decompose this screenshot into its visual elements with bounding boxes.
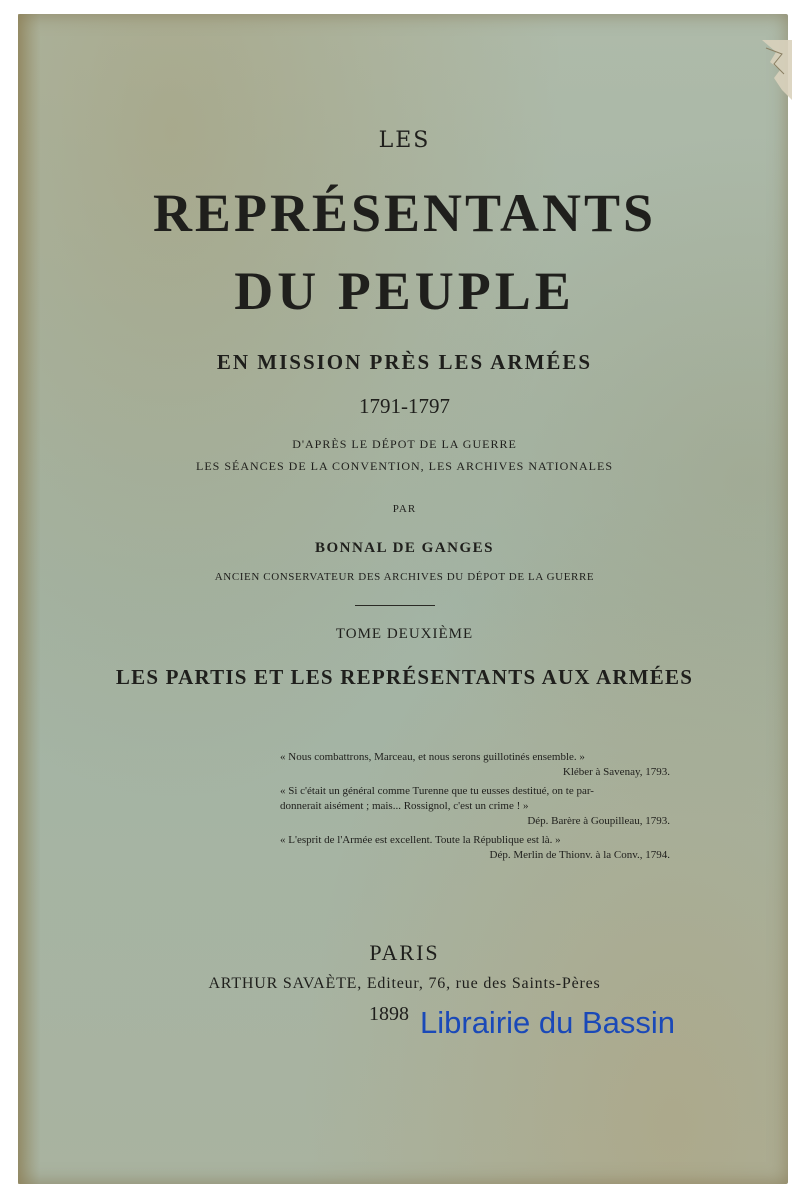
seller-watermark: Librairie du Bassin xyxy=(420,1005,676,1040)
divider-rule xyxy=(355,605,435,606)
tome-label: TOME DEUXIÈME xyxy=(335,626,474,642)
source-line-1: D'APRÈS LE DÉPOT DE LA GUERRE xyxy=(292,437,517,451)
epigraph-quotes xyxy=(280,750,670,867)
author-title: ANCIEN CONSERVATEUR DES ARCHIVES DU DÉPOT DE LA GUERRE xyxy=(214,571,595,583)
quote-line: « L'esprit de l'Armée est excellent. Toute la République est là. » xyxy=(280,834,561,846)
imprint-publisher: ARTHUR SAVAÈTE, Editeur, 76, rue des Saints-Pères xyxy=(208,975,601,992)
title-line-mission: EN MISSION PRÈS LES ARMÉES xyxy=(216,350,593,374)
quote-attribution: Dép. Merlin de Thionv. à la Conv., 1794. xyxy=(489,849,670,861)
quote-line: « Si c'était un général comme Turenne que tu eusses destitué, on te par- xyxy=(280,785,594,797)
imprint-year: 1898 xyxy=(369,1003,409,1025)
title-line-representants: REPRÉSENTANTS xyxy=(152,183,657,243)
quote-block xyxy=(280,750,670,780)
title-years: 1791-1797 xyxy=(359,394,450,418)
torn-corner-icon xyxy=(752,40,792,100)
quote-attribution: Kléber à Savenay, 1793. xyxy=(562,766,670,778)
imprint-city: PARIS xyxy=(369,940,440,965)
author-name: BONNAL DE GANGES xyxy=(314,540,495,556)
quote-line: « Nous combattrons, Marceau, et nous serons guillotinés ensemble. » xyxy=(280,751,585,763)
quote-line: donnerait aisément ; mais... Rossignol, c'est un crime ! » xyxy=(280,800,529,812)
source-line-2: LES SÉANCES DE LA CONVENTION, LES ARCHIVES NATIONALES xyxy=(195,459,613,473)
par-label: PAR xyxy=(392,503,417,515)
quote-attribution: Dép. Barère à Goupilleau, 1793. xyxy=(527,815,670,827)
title-line-les: LES xyxy=(378,128,431,153)
quote-block xyxy=(280,833,670,863)
volume-subtitle: LES PARTIS ET LES REPRÉSENTANTS AUX ARMÉES xyxy=(115,665,694,689)
title-line-du-peuple: DU PEUPLE xyxy=(234,261,575,321)
quote-block xyxy=(280,784,670,829)
